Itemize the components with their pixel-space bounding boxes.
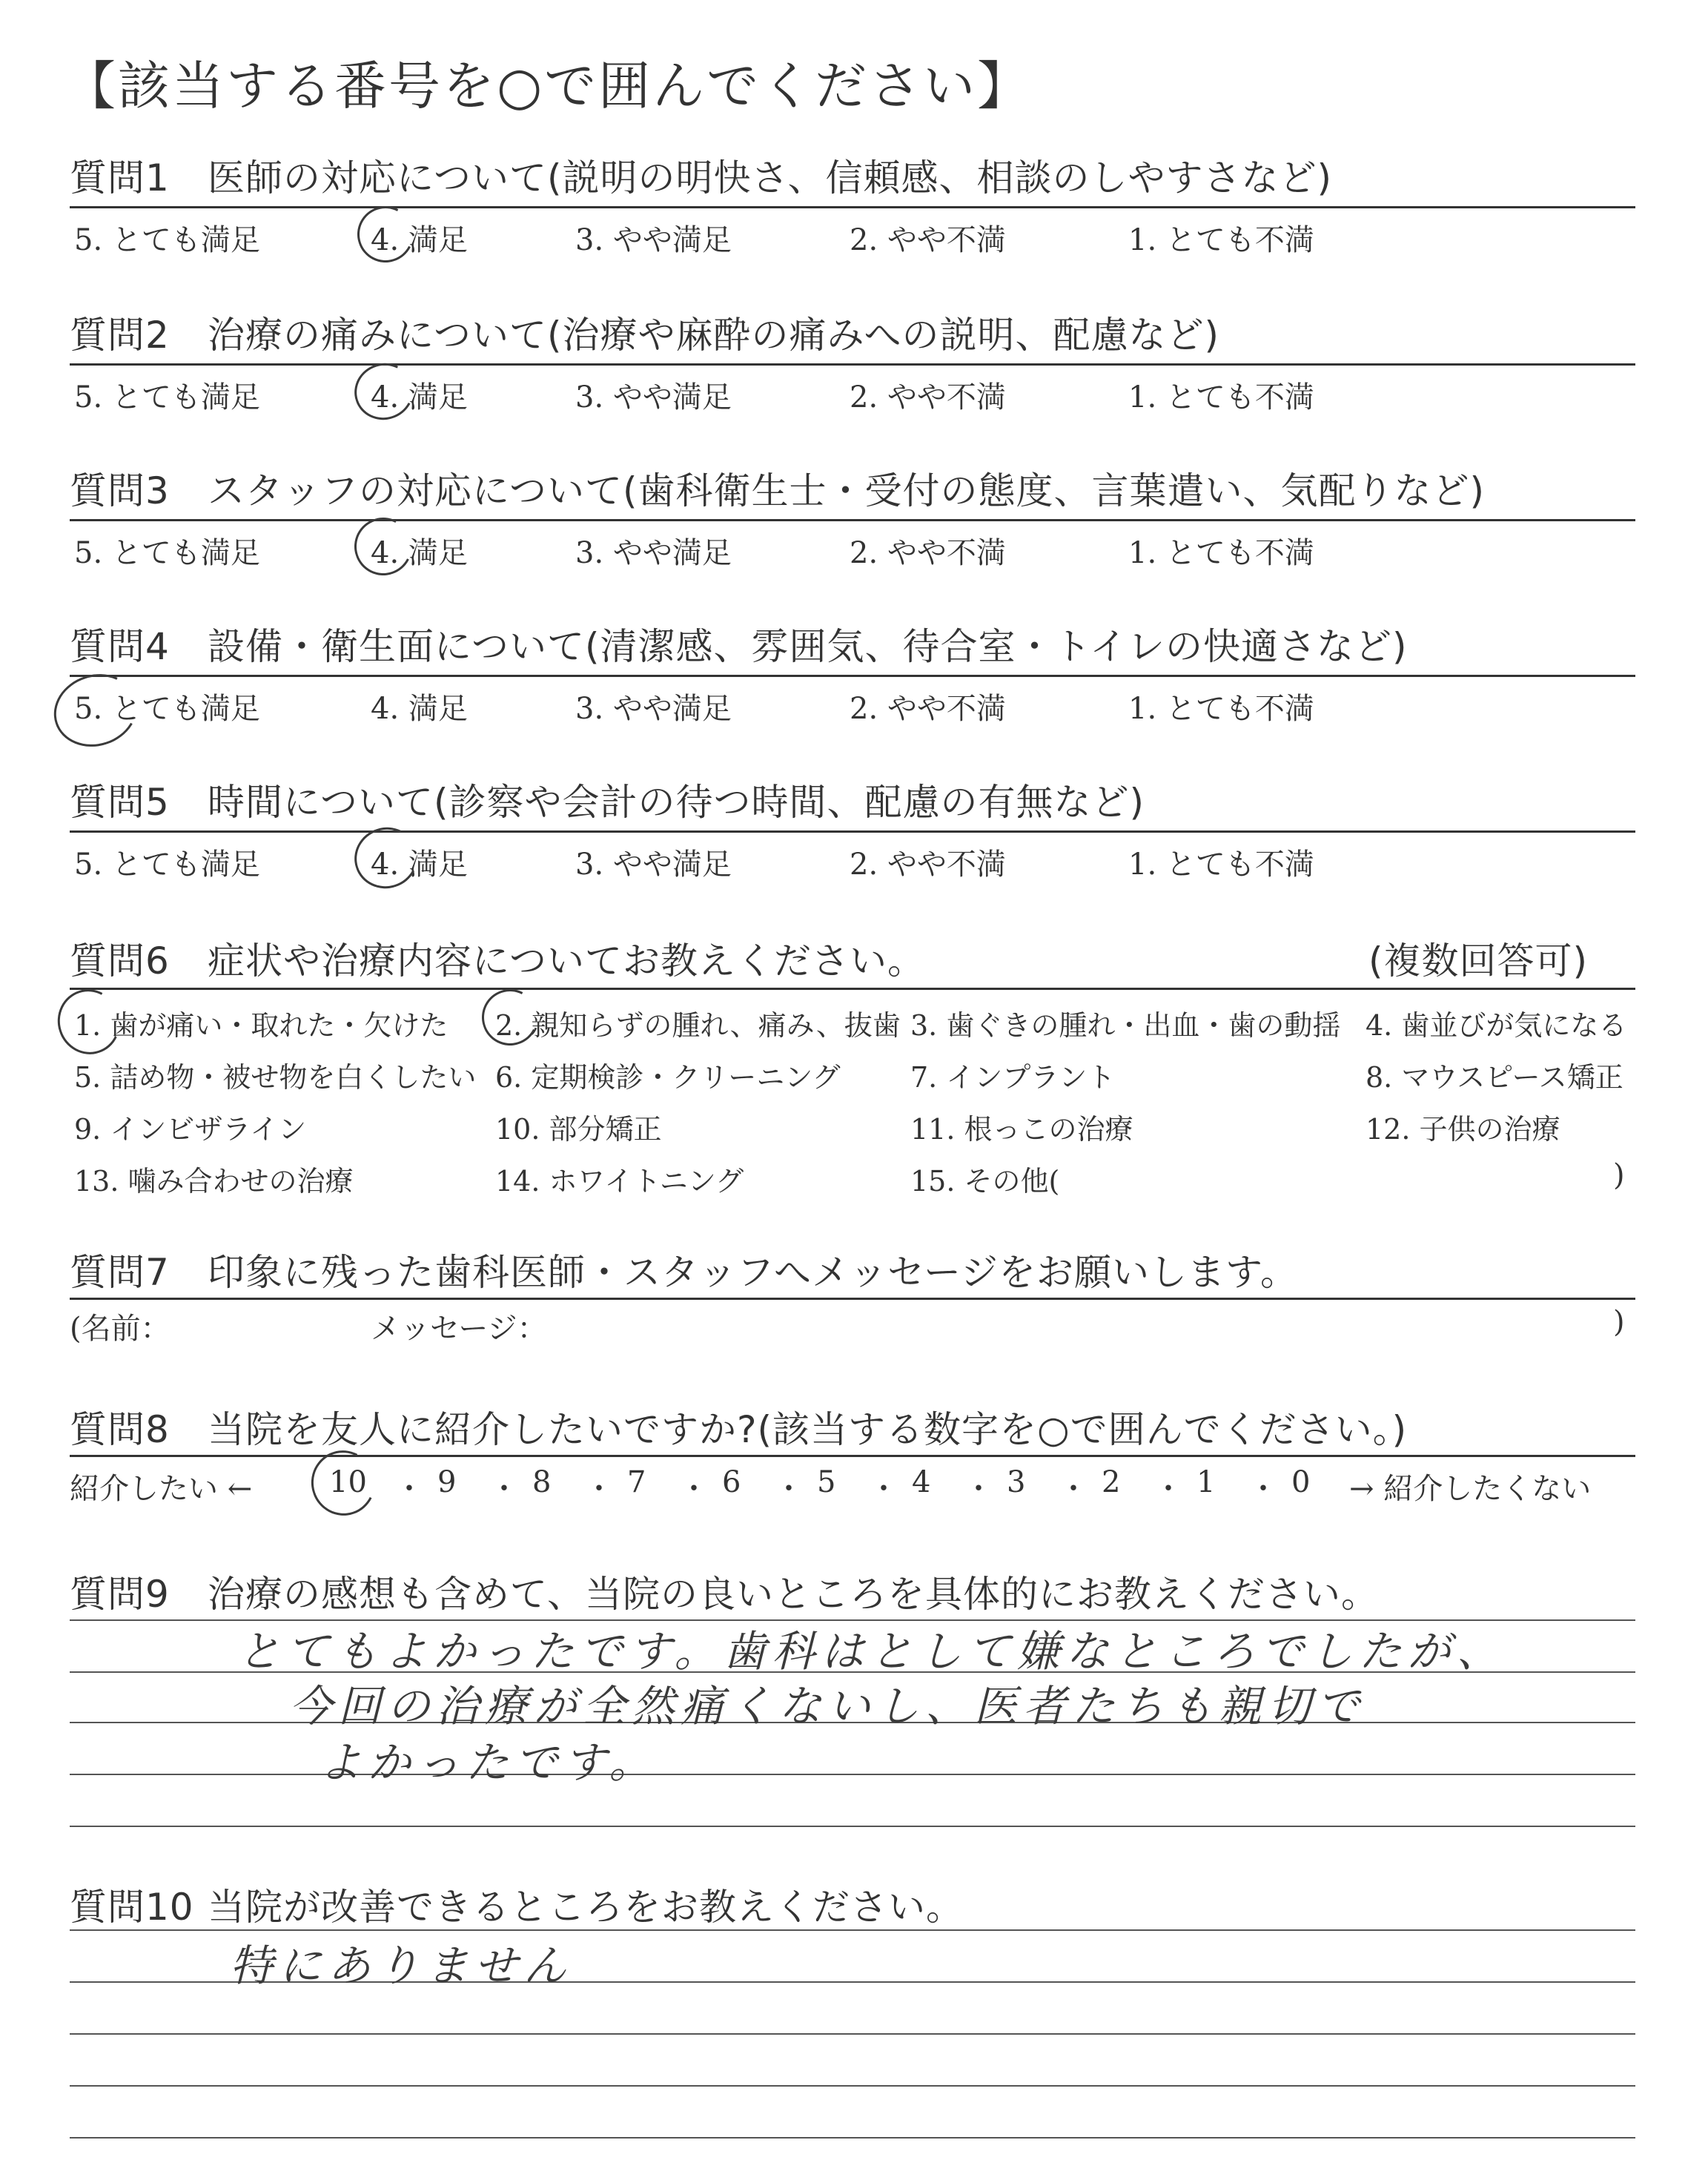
q7-message-label: メッセージ： <box>371 1312 547 1346</box>
q8-score-3[interactable]: 3 <box>1007 1465 1026 1499</box>
question-7-title: 質問7 印象に残った歯科医師・スタッフへメッセージをお願いします。 <box>70 1251 1298 1294</box>
q10-answer-line <box>70 2033 1635 2035</box>
question-6-note: (複数回答可) <box>1368 939 1589 982</box>
question-7-rule <box>70 1298 1635 1300</box>
q6-option-1[interactable]: 1. 歯が痛い・取れた・欠けた <box>74 1009 448 1042</box>
q9-handwritten-line-3: よかったです。 <box>319 1737 658 1788</box>
q8-score-8[interactable]: 8 <box>532 1465 552 1499</box>
q8-score-5[interactable]: 5 <box>817 1465 836 1499</box>
question-9-title: 質問9 治療の感想も含めて、当院の良いところを具体的にお教えください。 <box>70 1573 1379 1616</box>
q8-separator: ・ <box>1153 1472 1183 1506</box>
question-2-rule <box>70 363 1635 366</box>
q1-option-3[interactable]: 3. やや満足 <box>575 223 732 257</box>
question-2-title: 質問2 治療の痛みについて(治療や麻酔の痛みへの説明、配慮など) <box>70 314 1220 357</box>
q8-separator: ・ <box>964 1472 993 1506</box>
q9-answer-line <box>70 1826 1635 1827</box>
q7-close-paren: ) <box>1613 1305 1625 1339</box>
q8-separator: ・ <box>774 1472 804 1506</box>
q8-separator: ・ <box>869 1472 898 1506</box>
q8-right-label: → 紹介したくない <box>1349 1472 1592 1506</box>
question-4-title: 質問4 設備・衛生面について(清潔感、雰囲気、待合室・トイレの快適さなど) <box>70 625 1408 668</box>
q3-option-3[interactable]: 3. やや満足 <box>575 536 732 570</box>
q5-option-5[interactable]: 5. とても満足 <box>74 848 260 882</box>
q8-score-9[interactable]: 9 <box>437 1465 457 1499</box>
q6-option-5[interactable]: 5. 詰め物・被せ物を白くしたい <box>74 1061 477 1094</box>
q8-score-2[interactable]: 2 <box>1102 1465 1121 1499</box>
q9-answer-line <box>70 1774 1635 1775</box>
q6-option-15[interactable]: 15. その他( <box>910 1165 1060 1198</box>
q8-separator: ・ <box>584 1472 614 1506</box>
q4-option-4[interactable]: 4. 満足 <box>371 692 468 726</box>
q5-option-1[interactable]: 1. とても不満 <box>1128 848 1314 882</box>
q4-option-5[interactable]: 5. とても満足 <box>74 692 260 726</box>
q2-option-5[interactable]: 5. とても満足 <box>74 380 260 415</box>
q8-score-6[interactable]: 6 <box>722 1465 741 1499</box>
q8-separator: ・ <box>1248 1472 1278 1506</box>
q2-option-4[interactable]: 4. 満足 <box>371 380 468 415</box>
q3-option-2[interactable]: 2. やや不満 <box>850 536 1006 570</box>
q6-option-3[interactable]: 3. 歯ぐきの腫れ・出血・歯の動揺 <box>910 1009 1341 1042</box>
q1-option-4[interactable]: 4. 満足 <box>371 223 468 257</box>
q6-selection-circle-1 <box>49 981 128 1063</box>
q3-option-5[interactable]: 5. とても満足 <box>74 536 260 570</box>
q8-separator: ・ <box>679 1472 709 1506</box>
question-5-title: 質問5 時間について(診察や会計の待つ時間、配慮の有無など) <box>70 781 1145 824</box>
q2-selection-circle <box>347 355 421 427</box>
q6-option-12[interactable]: 12. 子供の治療 <box>1366 1113 1560 1146</box>
q10-answer-line <box>70 2137 1635 2138</box>
q4-option-2[interactable]: 2. やや不満 <box>850 692 1006 726</box>
q10-answer-line <box>70 2085 1635 2087</box>
q5-option-2[interactable]: 2. やや不満 <box>850 848 1006 882</box>
q3-option-4[interactable]: 4. 満足 <box>371 536 468 570</box>
q9-handwritten-line-1: とてもよかったです。歯科はとして嫌なところでしたが、 <box>237 1626 1506 1677</box>
q6-option-6[interactable]: 6. 定期検診・クリーニング <box>495 1061 841 1094</box>
q4-selection-circle <box>44 664 147 758</box>
question-5-rule <box>70 830 1635 833</box>
q8-score-0[interactable]: 0 <box>1291 1465 1311 1499</box>
question-3-title: 質問3 スタッフの対応について(歯科衛生士・受付の態度、言葉遣い、気配りなど) <box>70 469 1486 512</box>
q8-separator: ・ <box>489 1472 519 1506</box>
q4-option-3[interactable]: 3. やや満足 <box>575 692 732 726</box>
q8-score-10[interactable]: 10 <box>329 1465 367 1499</box>
q2-option-3[interactable]: 3. やや満足 <box>575 380 732 415</box>
q4-option-1[interactable]: 1. とても不満 <box>1128 692 1314 726</box>
q6-option-13[interactable]: 13. 噛み合わせの治療 <box>74 1165 354 1198</box>
q3-option-1[interactable]: 1. とても不満 <box>1128 536 1314 570</box>
q9-handwritten-line-2: 今回の治療が全然痛くないし、医者たちも親切で <box>289 1681 1366 1731</box>
q8-score-4[interactable]: 4 <box>912 1465 931 1499</box>
question-1-rule <box>70 206 1635 208</box>
q6-other-close-paren: ) <box>1613 1158 1625 1192</box>
q1-option-1[interactable]: 1. とても不満 <box>1128 223 1314 257</box>
form-header: 【該当する番号を○で囲んでください】 <box>64 56 1032 116</box>
q2-option-1[interactable]: 1. とても不満 <box>1128 380 1314 415</box>
q1-option-2[interactable]: 2. やや不満 <box>850 223 1006 257</box>
q6-option-10[interactable]: 10. 部分矯正 <box>495 1113 662 1146</box>
q6-option-4[interactable]: 4. 歯並びが気になる <box>1366 1009 1627 1042</box>
question-4-rule <box>70 675 1635 677</box>
q8-left-label: 紹介したい ← <box>70 1472 253 1506</box>
q8-separator: ・ <box>1059 1472 1088 1506</box>
q2-option-2[interactable]: 2. やや不満 <box>850 380 1006 415</box>
question-8-title: 質問8 当院を友人に紹介したいですか?(該当する数字を○で囲んでください。) <box>70 1408 1408 1451</box>
q6-option-14[interactable]: 14. ホワイトニング <box>495 1165 744 1198</box>
q6-option-7[interactable]: 7. インプラント <box>910 1061 1116 1094</box>
question-6-rule <box>70 988 1635 990</box>
question-6-title: 質問6 症状や治療内容についてお教えください。 <box>70 939 925 982</box>
q5-option-3[interactable]: 3. やや満足 <box>575 848 732 882</box>
q8-separator: ・ <box>394 1472 424 1506</box>
question-8-rule <box>70 1455 1635 1457</box>
q7-name-label: (名前： <box>70 1312 171 1346</box>
q1-option-5[interactable]: 5. とても満足 <box>74 223 260 257</box>
q6-option-8[interactable]: 8. マウスピース矯正 <box>1366 1061 1623 1094</box>
q10-handwritten-line-1: 特にありません <box>230 1941 573 1991</box>
question-10-title: 質問10 当院が改善できるところをお教えください。 <box>70 1886 964 1929</box>
q6-option-9[interactable]: 9. インビザライン <box>74 1113 307 1146</box>
q1-selection-circle <box>350 199 421 270</box>
q6-option-11[interactable]: 11. 根っこの治療 <box>910 1113 1133 1146</box>
q8-score-1[interactable]: 1 <box>1196 1465 1216 1499</box>
q6-option-2[interactable]: 2. 親知らずの腫れ、痛み、抜歯 <box>495 1009 901 1042</box>
q8-score-7[interactable]: 7 <box>627 1465 646 1499</box>
question-1-title: 質問1 医師の対応について(説明の明快さ、信頼感、相談のしやすさなど) <box>70 156 1333 199</box>
q5-option-4[interactable]: 4. 満足 <box>371 848 468 882</box>
question-3-rule <box>70 519 1635 521</box>
